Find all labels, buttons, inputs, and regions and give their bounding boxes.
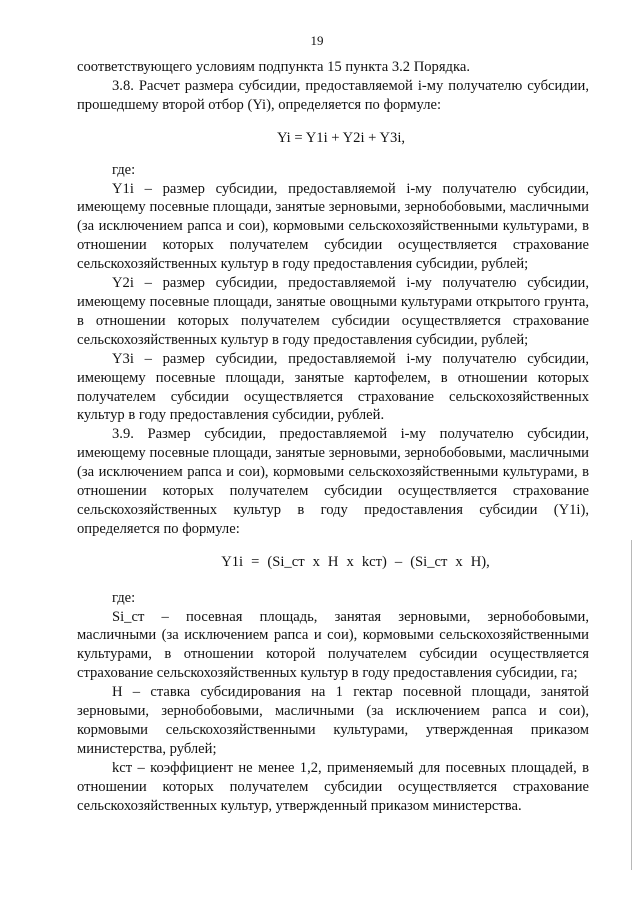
definition-k-st: kст – коэффициент не менее 1,2, применяемый для посевных площадей, в отношении которых получателем субсидии осуществляется страхование сельскохозяйственных культур, утвержденный приказом министерства. bbox=[77, 759, 589, 814]
scan-edge-line bbox=[631, 540, 632, 870]
where-label-2: где: bbox=[112, 589, 136, 606]
definition-y1i: Y1i – размер субсидии, предоставляемой i-му получателю субсидии, имеющему посевные площади, занятые зерновыми, зернобобовыми, масличными (за исключением рапса и сои), кормовыми сельскохозяйственными культурами, в отношении которых получателем субсидии осуществляется страхование сельскохозяйственных культур в году предоставления субсидии, рублей; bbox=[77, 180, 589, 273]
definition-y2i: Y2i – размер субсидии, предоставляемой i-му получателю субсидии, имеющему посевные площади, занятые овощными культурами открытого грунта, в отношении которых получателем субсидии осуществляется страхование сельскохозяйственных культур в году предоставления субсидии, рублей; bbox=[77, 275, 589, 348]
formula-y1i: Y1i = (Si_ст х Н х kст) – (Si_ст х Н), bbox=[221, 553, 490, 570]
page-number: 19 bbox=[310, 33, 324, 48]
definition-y3i: Y3i – размер субсидии, предоставляемой i-му получателю субсидии, имеющему посевные площади, занятые картофелем, в отношении которых получателем субсидии осуществляется страхование сельскохозяйственных культур в году предоставления субсидии, рублей. bbox=[77, 350, 589, 424]
paragraph-3-9: 3.9. Размер субсидии, предоставляемой i-му получателю субсидии, имеющему посевные площади, занятые зерновыми, зернобобовыми, масличными (за исключением рапса и сои), кормовыми сельскохозяйственными культурами, в отношении которых получателем субсидии осуществляется страхование сельскохозяйственных культур в году предоставления субсидии (Y1i), определяется по формуле: bbox=[77, 426, 589, 537]
definition-si-st: Si_ст – посевная площадь, занятая зерновыми, зернобобовыми, масличными (за исключением рапса и сои), кормовыми сельскохозяйственными культурами, в отношении которой получателем субсидии осуществляется страхование сельскохозяйственных культур в году предоставления субсидии, га; bbox=[77, 608, 589, 682]
where-label-1: где: bbox=[112, 161, 136, 178]
formula-yi: Yi = Y1i + Y2i + Y3i, bbox=[276, 129, 406, 146]
paragraph-continuation: соответствующего условиям подпункта 15 пункта 3.2 Порядка. bbox=[77, 59, 470, 75]
definition-h: Н – ставка субсидирования на 1 гектар посевной площади, занятой зерновыми, зернобобовыми, масличными (за исключением рапса и сои), кормовыми сельскохозяйственными культурами, утвержденная приказом министерства, рублей; bbox=[77, 684, 589, 757]
document-body bbox=[77, 58, 589, 816]
paragraph-3-8: 3.8. Расчет размера субсидии, предоставляемой i-му получателю субсидии, прошедшему второй отбор (Yi), определяется по формуле: bbox=[77, 77, 589, 113]
